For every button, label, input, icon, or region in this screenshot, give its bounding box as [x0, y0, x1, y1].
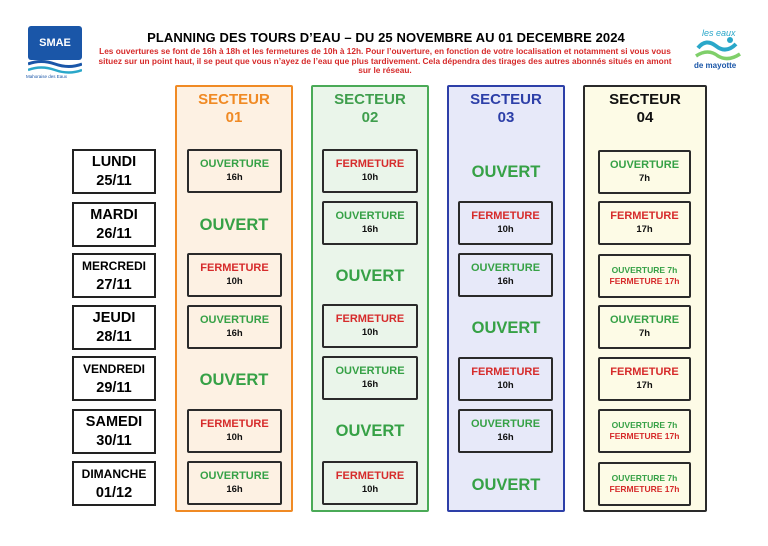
s2-dimanche-fermeture: FERMETURE 10h	[322, 461, 418, 505]
s2-mardi-ouverture: OUVERTURE 16h	[322, 201, 418, 245]
s3-mardi-fermeture: FERMETURE 10h	[458, 201, 553, 245]
s1-mercredi-fermeture: FERMETURE 10h	[187, 253, 282, 297]
s4-mercredi-ouverture-fermeture: OUVERTURE 7h FERMETURE 17h	[598, 254, 691, 298]
eaux-de-mayotte-logo	[692, 28, 744, 76]
sector-02-header: SECTEUR 02	[334, 91, 406, 126]
s1-jeudi-ouverture: OUVERTURE 16h	[187, 305, 282, 349]
sector-04-header: SECTEUR 04	[609, 91, 681, 126]
day-label-lundi: LUNDI 25/11	[72, 149, 156, 194]
s3-dimanche-ouvert: OUVERT	[471, 476, 541, 494]
s2-vendredi-ouverture: OUVERTURE 16h	[322, 356, 418, 400]
page-title: PLANNING DES TOURS D’EAU – DU 25 NOVEMBRE AU 01 DECEMBRE 2024	[147, 30, 625, 45]
s2-lundi-fermeture: FERMETURE 10h	[322, 149, 418, 193]
day-label-mardi: MARDI 26/11	[72, 202, 156, 247]
s2-jeudi-fermeture: FERMETURE 10h	[322, 304, 418, 348]
s3-mercredi-ouverture: OUVERTURE 16h	[458, 253, 553, 297]
day-label-jeudi: JEUDI 28/11	[72, 305, 156, 350]
s1-mardi-ouvert: OUVERT	[199, 216, 269, 234]
s1-vendredi-ouvert: OUVERT	[199, 371, 269, 389]
day-label-dimanche: DIMANCHE 01/12	[72, 461, 156, 506]
sector-01-header: SECTEUR 01	[198, 91, 270, 126]
s2-mercredi-ouvert: OUVERT	[335, 267, 405, 285]
s1-lundi-ouverture: OUVERTURE 16h	[187, 149, 282, 193]
s4-mardi-fermeture: FERMETURE 17h	[598, 201, 691, 245]
s1-dimanche-ouverture: OUVERTURE 16h	[187, 461, 282, 505]
eaux-logo-line2: de mayotte	[694, 61, 737, 70]
s3-samedi-ouverture: OUVERTURE 16h	[458, 409, 553, 453]
sector-03-header: SECTEUR 03	[470, 91, 542, 126]
day-label-mercredi: MERCREDI 27/11	[72, 253, 156, 298]
s1-samedi-fermeture: FERMETURE 10h	[187, 409, 282, 453]
s2-samedi-ouvert: OUVERT	[335, 422, 405, 440]
smae-logo-text: SMAE	[39, 37, 71, 49]
s4-lundi-ouverture: OUVERTURE 7h	[598, 150, 691, 194]
smae-logo-tagline: Mahoraise des Eaux	[26, 74, 68, 79]
s3-lundi-ouvert: OUVERT	[471, 163, 541, 181]
notice-text: Les ouvertures se font de 16h à 18h et les fermetures de 10h à 12h. Pour l’ouverture, en fonction de votre localisation et notamment si vous vous situez sur un point haut, il se peut que vous n’ayez de l’eau que plus tardivement. Cela dépendra des tirages des autres abonnés situés en amont sur le réseau.	[98, 46, 672, 76]
smae-logo-mark	[28, 26, 82, 74]
eaux-logo-line1: les eaux	[702, 28, 736, 38]
s4-dimanche-ouverture-fermeture: OUVERTURE 7h FERMETURE 17h	[598, 462, 691, 506]
s3-vendredi-fermeture: FERMETURE 10h	[458, 357, 553, 401]
s4-jeudi-ouverture: OUVERTURE 7h	[598, 305, 691, 349]
s3-jeudi-ouvert: OUVERT	[471, 319, 541, 337]
day-label-vendredi: VENDREDI 29/11	[72, 356, 156, 401]
s4-vendredi-fermeture: FERMETURE 17h	[598, 357, 691, 401]
day-label-samedi: SAMEDI 30/11	[72, 409, 156, 454]
s4-samedi-ouverture-fermeture: OUVERTURE 7h FERMETURE 17h	[598, 409, 691, 453]
smae-logo	[28, 26, 82, 80]
